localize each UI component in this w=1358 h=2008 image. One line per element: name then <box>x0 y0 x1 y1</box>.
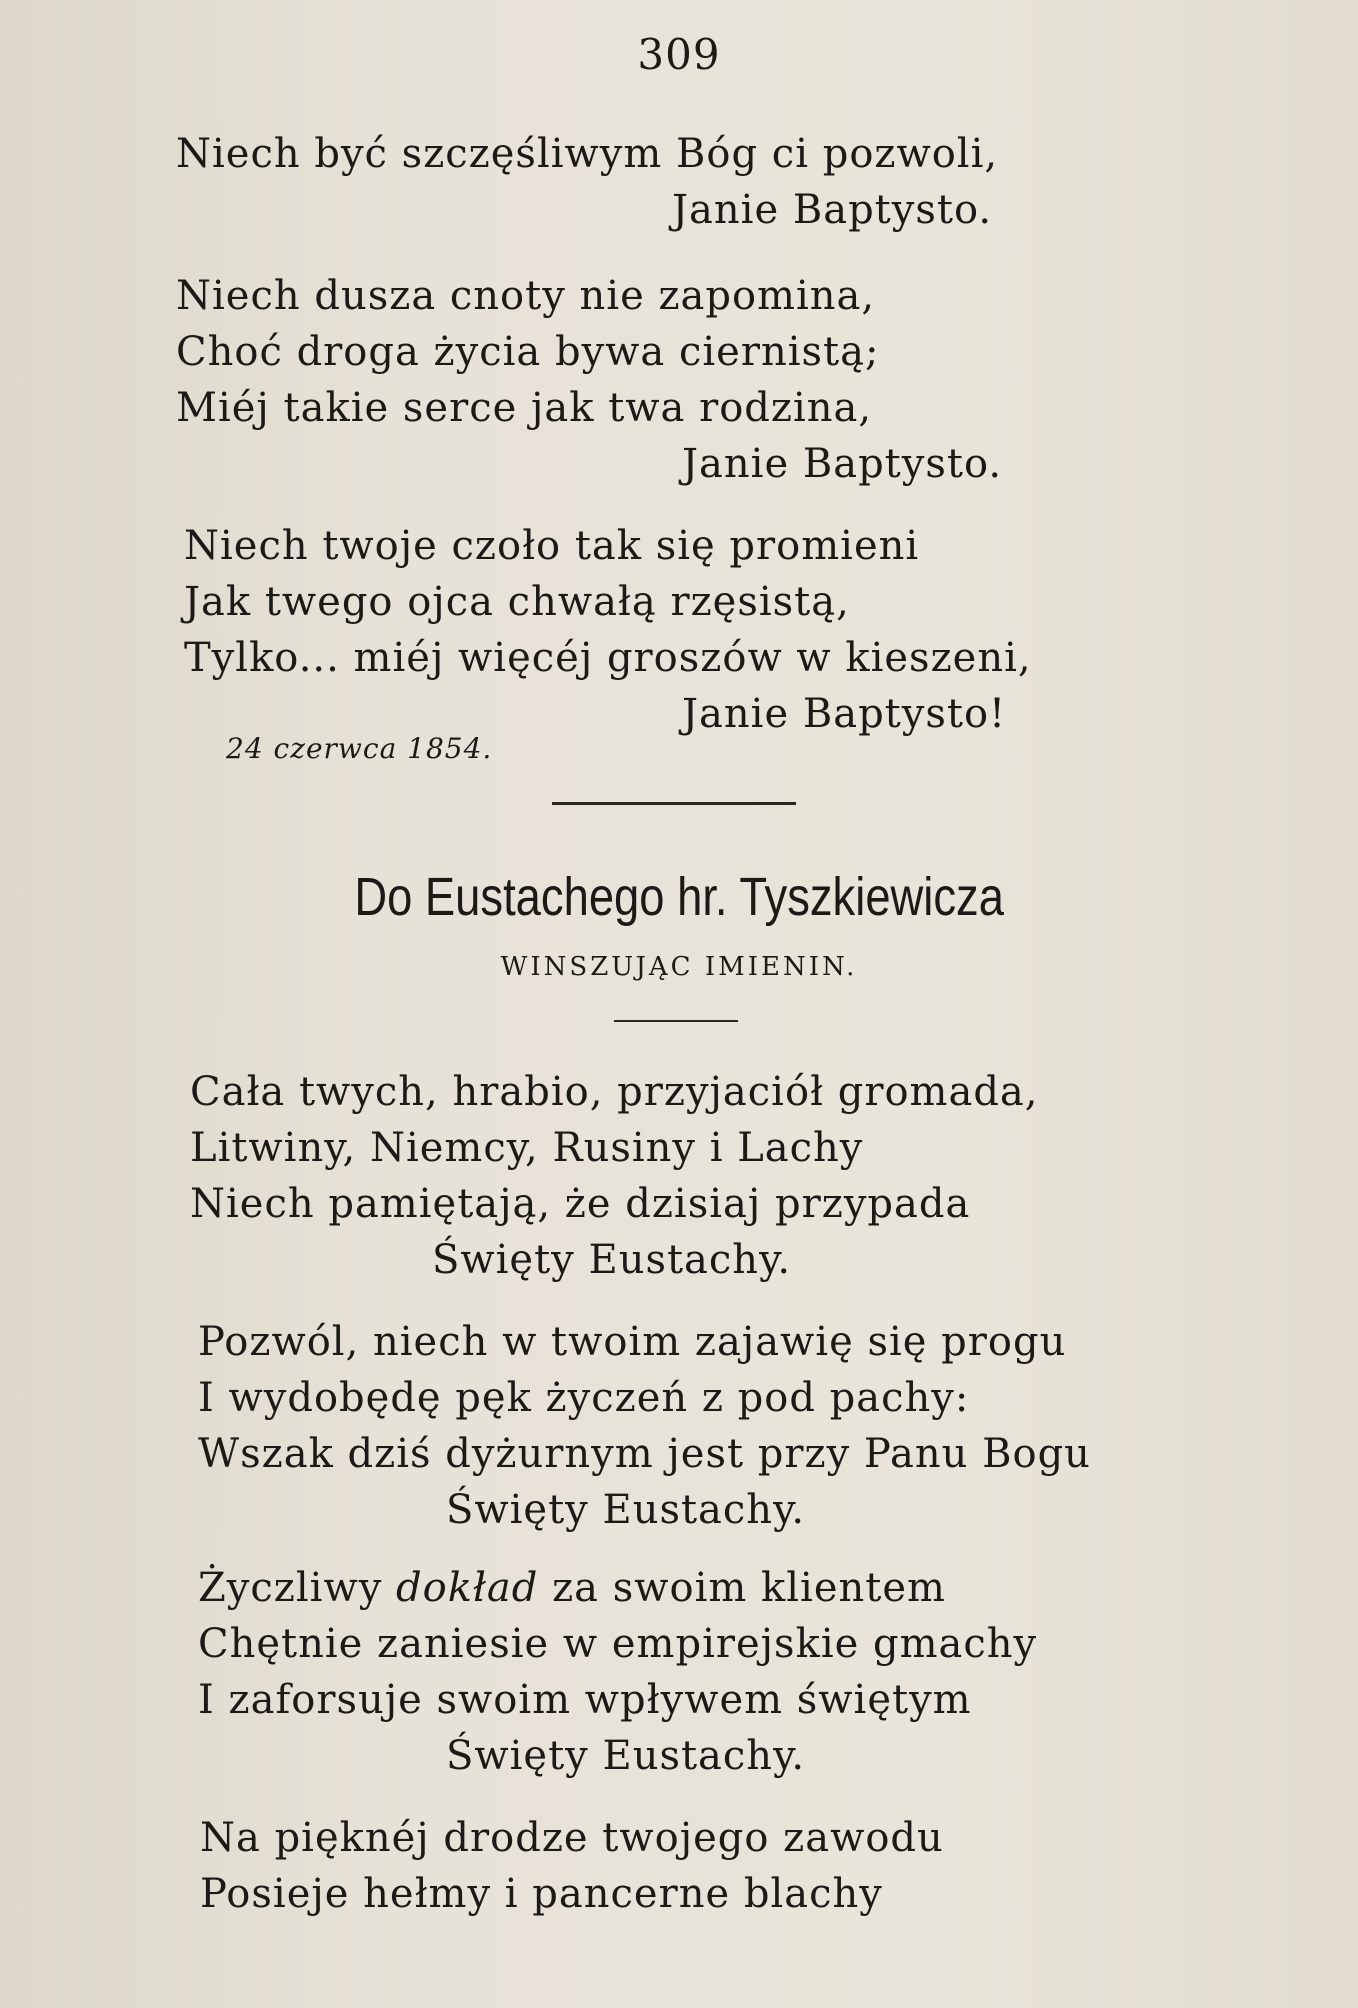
poem-line: Niech pamiętają, że dzisiaj przypada <box>190 1181 971 1227</box>
poem-line: Wszak dziś dyżurnym jest przy Panu Bogu <box>198 1431 1091 1477</box>
poem-line: Pozwól, niech w twoim zajawię się progu <box>198 1319 1067 1365</box>
poem-subtitle: WINSZUJĄC IMIENIN. <box>500 952 858 982</box>
poem-line: Niech twoje czoło tak się promieni <box>184 523 920 569</box>
poem-line: Chętnie zaniesie w empirejskie gmachy <box>198 1621 1038 1667</box>
poem-line: I zaforsuje swoim wpływem świętym <box>198 1677 972 1723</box>
poem-refrain: Janie Baptysto! <box>682 691 1007 737</box>
poem-title: Do Eustachego hr. Tyszkiewicza <box>354 867 1004 927</box>
poem-refrain: Janie Baptysto. <box>672 187 993 233</box>
poem-refrain: Święty Eustachy. <box>446 1733 806 1779</box>
poem-line <box>198 1560 946 1616</box>
poem-line: Niech być szczęśliwym Bóg ci pozwoli, <box>176 131 999 177</box>
italic-word: dokład <box>396 1565 539 1611</box>
poem-line: Litwiny, Niemcy, Rusiny i Lachy <box>190 1125 864 1171</box>
poem-line: Cała twych, hrabio, przyjaciół gromada, <box>190 1069 1039 1115</box>
poem-line: I wydobędę pęk życzeń z pod pachy: <box>198 1375 970 1421</box>
poem-line: Miéj takie serce jak twa rodzina, <box>176 385 873 431</box>
poem-refrain: Święty Eustachy. <box>432 1237 792 1283</box>
poem-line: Posieje hełmy i pancerne blachy <box>200 1871 883 1917</box>
poem-line: Jak twego ojca chwałą rzęsistą, <box>184 579 850 625</box>
poem-refrain: Janie Baptysto. <box>682 441 1003 487</box>
poem-refrain: Święty Eustachy. <box>446 1487 806 1533</box>
line-segment: Życzliwy <box>198 1565 397 1611</box>
section-divider <box>552 802 796 805</box>
poem-line: Choć droga życia bywa ciernistą; <box>176 329 880 375</box>
line-segment: za swoim klientem <box>538 1565 946 1611</box>
poem-line: Tylko... miéj więcéj groszów w kieszeni, <box>184 635 1032 681</box>
poem-date: 24 czerwca 1854. <box>226 732 493 765</box>
poem-line: Na pięknéj drodze twojego zawodu <box>200 1815 944 1861</box>
page-number: 309 <box>637 30 721 79</box>
title-divider <box>614 1020 738 1022</box>
poem-line: Niech dusza cnoty nie zapomina, <box>176 273 876 319</box>
